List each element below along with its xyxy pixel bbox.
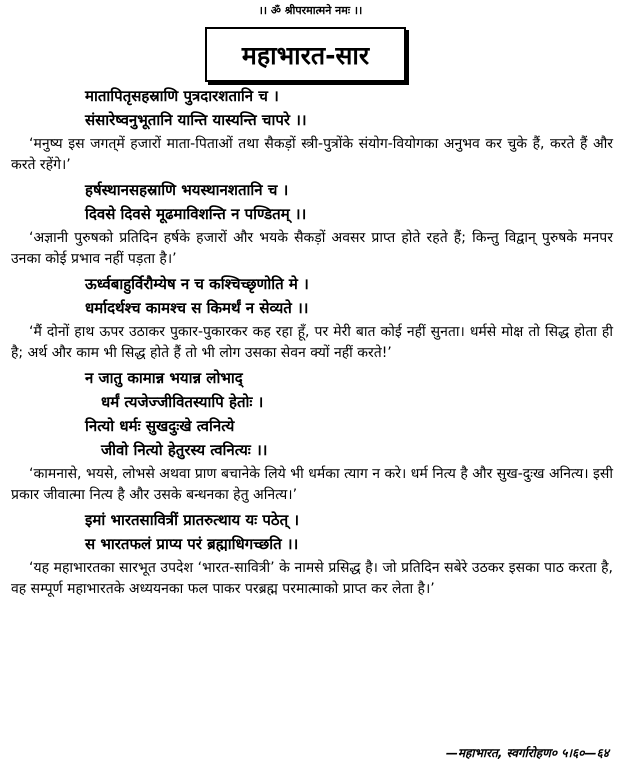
verse-3 [11, 272, 613, 320]
verse-line: संसारेष्वनुभूतानि यान्ति यास्यन्ति चापरे ।। [85, 111, 307, 129]
invocation-line: ।। ॐ श्रीपरमात्मने नमः ।। [258, 4, 363, 17]
verse-5 [11, 508, 613, 556]
verse-translation: ‘मैं दोनों हाथ ऊपर उठाकर पुकार-पुकारकर कह रहा हूँ, पर मेरी बात कोई नहीं सुनता। धर्मसे मोक्ष तो सिद्ध होता ही है; अर्थ और काम भी सिद्ध होते हैं तो भी लोग उसका सेवन क्यों नहीं करते!’ [11, 324, 613, 361]
verses-content [11, 84, 613, 602]
verse-translation: ‘अज्ञानी पुरुषको प्रतिदिन हर्षके हजारों और भयके सैकड़ों अवसर प्राप्त होते रहते हैं; किन्तु विद्वान् पुरुषके मनपर उनका कोई प्रभाव नहीं पड़ता है।’ [11, 230, 613, 267]
verse-translation: ‘कामनासे, भयसे, लोभसे अथवा प्राण बचानेके लिये भी धर्मका त्याग न करे। धर्म नित्य है और सुख-दुःख अनित्य। इसी प्रकार जीवात्मा नित्य है और उसके बन्धनका हेतु अनित्य।’ [11, 466, 613, 503]
verse-1 [11, 84, 613, 132]
verse-translation: ‘मनुष्य इस जगत्‌में हजारों माता-पिताओं तथा सैकड़ों स्त्री-पुत्रोंके संयोग-वियोगका अनुभव कर चुके हैं, करते हैं और करते रहेंगे।’ [11, 136, 613, 173]
verse-line: धर्मं त्यजेज्जीवितस्यापि हेतोः । [101, 393, 264, 411]
verse-line: स भारतफलं प्राप्य परं ब्रह्माधिगच्छति ।। [85, 535, 299, 553]
verse-line: न जातु कामान्न भयान्न लोभाद् [85, 369, 243, 387]
verse-4 [11, 366, 613, 462]
verse-line: इमां भारतसावित्रीं प्रातरुत्थाय यः पठेत् । [85, 511, 300, 529]
verse-line: मातापितृसहस्राणि पुत्रदारशतानि च । [85, 87, 279, 105]
verse-line: ऊर्ध्वबाहुर्विरौम्येष न च कश्चिच्छृणोति मे । [85, 275, 309, 293]
verse-line: जीवो नित्यो हेतुरस्य त्वनित्यः ।। [101, 441, 268, 459]
verse-2 [11, 178, 613, 226]
verse-line: हर्षस्थानसहस्राणि भयस्थानशतानि च । [85, 181, 289, 199]
verse-line: धर्मादर्थश्च कामश्च स किमर्थं न सेव्यते ।। [85, 299, 309, 317]
source-citation: —महाभारत, स्वर्गारोहण० ५।६०—६४ [445, 746, 609, 760]
page-title: महाभारत-सार [205, 27, 406, 82]
verse-translation: ‘यह महाभारतका सारभूत उपदेश ‘भारत-सावित्री’ के नामसे प्रसिद्ध है। जो प्रतिदिन सबेरे उठकर इसका पाठ करता है, वह सम्पूर्ण महाभारतके अध्ययनका फल पाकर परब्रह्म परमात्माको प्राप्त कर लेता है।’ [11, 560, 613, 597]
verse-line: दिवसे दिवसे मूढमाविशन्ति न पण्डितम् ।। [85, 205, 307, 223]
verse-line: नित्यो धर्मः सुखदुःखे त्वनित्ये [85, 417, 235, 435]
